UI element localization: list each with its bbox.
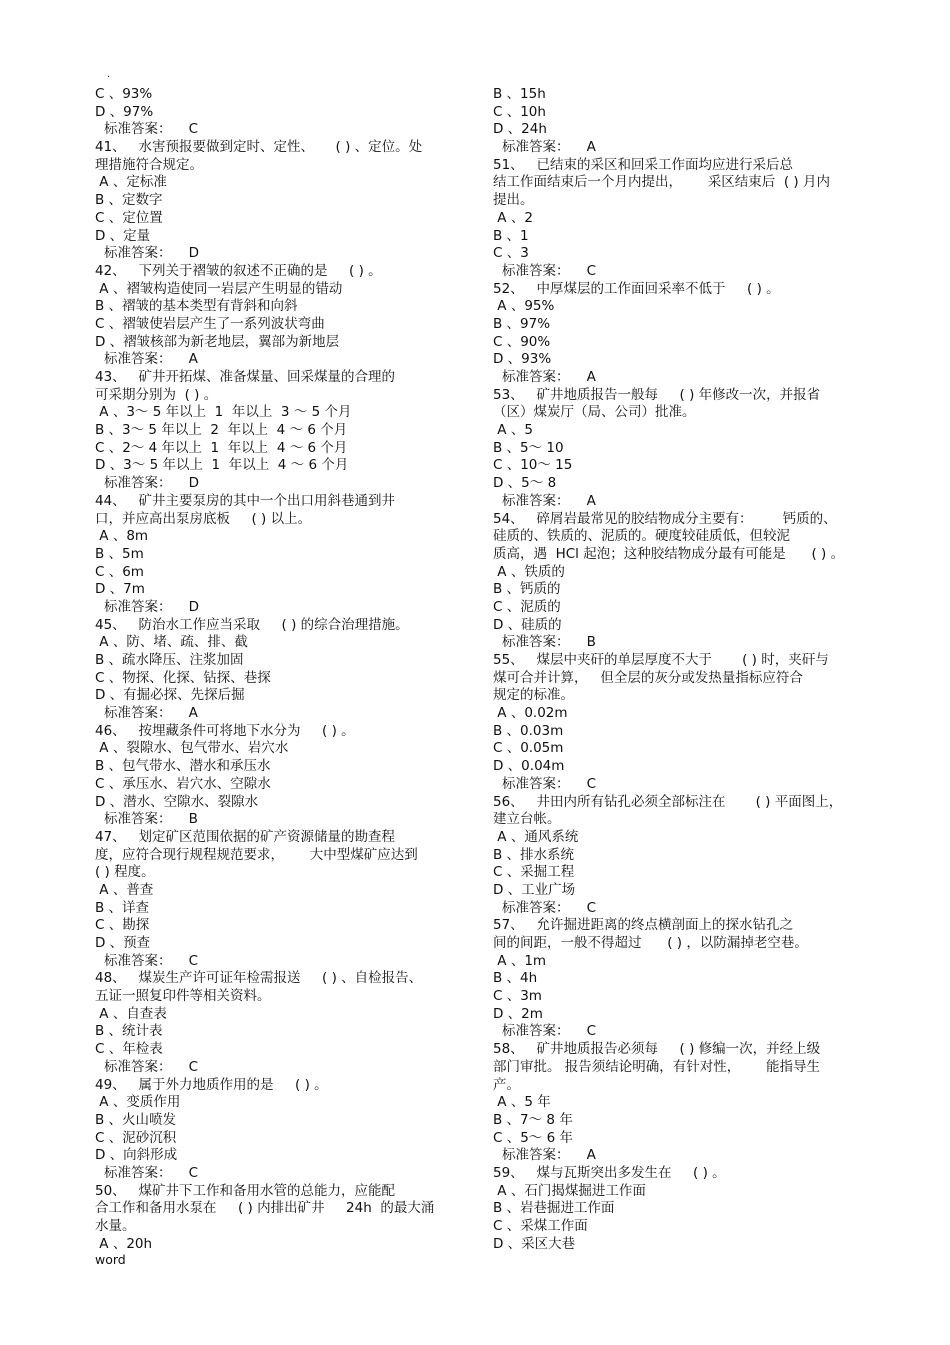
text-line: 59、 煤与瓦斯突出多发生在 ( ) 。 [493, 1164, 726, 1181]
text-line: D 、预查 [95, 935, 151, 951]
text-line: D 、潜水、空隙水、裂隙水 [95, 793, 259, 810]
answer-line: 标准答案： C [104, 952, 199, 969]
text-line: 44、 矿井主要泵房的其中一个出口用斜巷通到井 [95, 492, 396, 509]
text-line: A 、1m [493, 952, 547, 969]
text-line: 48、 煤炭生产许可证年检需报送 ( ) 、自检报告、 [95, 970, 423, 987]
text-line: D 、采区大巷 [493, 1235, 576, 1252]
text-line: C 、10h [493, 103, 546, 120]
text-line: B 、5m [95, 545, 144, 562]
answer-line: 标准答案： C [502, 262, 597, 279]
text-line: 52、 中厚煤层的工作面回采率不低于 ( ) 。 [493, 280, 780, 297]
text-line: C 、93% [95, 86, 153, 102]
text-line: 可采期分别为 ( ) 。 [95, 386, 218, 403]
text-line: D 、3～ 5 年以上 1 年以上 4 ～ 6 个月 [95, 457, 349, 474]
answer-line: 标准答案： C [104, 1164, 199, 1181]
text-line: D 、24h [493, 121, 547, 138]
top-mark: . [107, 69, 111, 80]
text-line: 部门审批。 报告须结论明确，有针对性， 能指导生 [493, 1058, 821, 1075]
text-line: D 、硅质的 [493, 616, 562, 633]
text-line: B 、统计表 [95, 1023, 163, 1040]
answer-line: 标准答案： C [104, 121, 199, 138]
answer-line: 标准答案： A [104, 705, 198, 722]
text-line: 五证一照复印件等相关资料。 [95, 988, 271, 1005]
text-line: 煤可合并计算， 但全层的灰分或发热量指标应符合 [493, 669, 803, 686]
text-line: D 、0.04m [493, 758, 565, 775]
answer-line: 标准答案： A [104, 351, 198, 368]
text-line: 水量。 [95, 1218, 136, 1234]
text-line: B 、4h [493, 970, 538, 987]
text-line: C 、采煤工作面 [493, 1218, 588, 1234]
answer-line: 标准答案： D [104, 598, 200, 615]
answer-line: 标准答案： A [502, 492, 596, 509]
text-line: D 、工业广场 [493, 881, 576, 898]
text-line: 质高，遇 HCl 起泡；这种胶结物成分最有可能是 ( ) 。 [493, 545, 845, 562]
text-line: A 、20h [95, 1235, 153, 1252]
text-line: 57、 允许掘进距离的终点横剖面上的探水钻孔之 [493, 917, 794, 934]
text-line: A 、5 年 [493, 1094, 551, 1111]
text-line: A 、石门揭煤掘进工作面 [493, 1182, 646, 1199]
text-line: 规定的标准。 [493, 687, 574, 704]
text-line: D 、97% [95, 103, 154, 120]
text-line: B 、岩巷掘进工作面 [493, 1200, 615, 1217]
page-footer: word [95, 1252, 126, 1267]
text-line: 合工作和备用水泵在 ( ) 内排出矿井 24h 的最大涌 [95, 1200, 435, 1217]
text-line: C 、承压水、岩穴水、空隙水 [95, 775, 271, 792]
text-line: 47、 划定矿区范围依据的矿产资源储量的勘查程 [95, 828, 396, 845]
text-line: A 、防、堵、疏、排、截 [95, 634, 248, 651]
text-line: B 、3～ 5 年以上 2 年以上 4 ～ 6 个月 [95, 422, 348, 439]
text-line: A 、8m [95, 528, 149, 545]
text-line: 45、 防治水工作应当采取 ( ) 的综合治理措施。 [95, 616, 409, 633]
text-line: B 、定数字 [95, 192, 163, 209]
text-line: 55、 煤层中夹矸的单层厚度不大于 ( ) 时，夹矸与 [493, 652, 829, 668]
text-line: C 、采掘工程 [493, 864, 575, 881]
text-line: A 、自查表 [95, 1005, 167, 1022]
text-line: C 、6m [95, 563, 144, 580]
text-line: A 、5 [493, 422, 533, 439]
text-line: 54、 碎屑岩最常见的胶结物成分主要有： 钙质的、 [493, 510, 837, 527]
answer-line: 标准答案： B [502, 634, 596, 651]
text-line: A 、裂隙水、包气带水、岩穴水 [95, 740, 289, 757]
text-line: B 、0.03m [493, 722, 564, 739]
answer-line: 标准答案： C [502, 1023, 597, 1040]
text-line: B 、疏水降压、注浆加固 [95, 652, 244, 668]
text-line: A 、0.02m [493, 705, 568, 722]
text-line: 产。 [493, 1076, 520, 1093]
text-line: D 、5～ 8 [493, 475, 557, 492]
text-line: D 、有掘必探、先探后掘 [95, 687, 245, 704]
text-line: A 、95% [493, 298, 555, 315]
text-line: 56、 井田内所有钻孔必须全部标注在 ( ) 平面图上， [493, 793, 843, 810]
answer-line: 标准答案： A [502, 369, 596, 385]
text-line: 50、 煤矿井下工作和备用水管的总能力，应能配 [95, 1182, 396, 1199]
text-line: D 、7m [95, 581, 145, 598]
text-line: 46、 按埋藏条件可将地下水分为 ( ) 。 [95, 722, 355, 739]
text-line: B 、排水系统 [493, 846, 575, 863]
text-line: B 、15h [493, 86, 546, 102]
answer-line: 标准答案： B [104, 811, 198, 828]
text-line: D 、93% [493, 351, 552, 368]
text-line: 42、 下列关于褶皱的叙述不正确的是 ( ) 。 [95, 262, 382, 279]
text-line: D 、定量 [95, 227, 151, 244]
text-line: B 、7～ 8 年 [493, 1111, 573, 1128]
text-line: B 、火山喷发 [95, 1111, 177, 1128]
text-line: A 、2 [493, 209, 533, 226]
text-line: B 、褶皱的基本类型有背斜和向斜 [95, 298, 298, 315]
text-line: 43、 矿井开拓煤、准备煤量、回采煤量的合理的 [95, 369, 396, 385]
answer-line: 标准答案： A [502, 1147, 596, 1164]
text-line: C 、褶皱使岩层产生了一系列波状弯曲 [95, 315, 325, 332]
text-line: B 、钙质的 [493, 581, 561, 598]
text-line: 建立台帐。 [493, 811, 561, 828]
text-line: C 、物探、化探、钻探、巷探 [95, 669, 271, 686]
text-line: D 、向斜形成 [95, 1147, 178, 1164]
answer-line: 标准答案： D [104, 245, 200, 262]
text-line: 度，应符合现行规程规范要求， 大中型煤矿应达到 [95, 846, 418, 863]
right-column [493, 86, 873, 1253]
text-line: A 、铁质的 [493, 563, 565, 580]
text-line: C 、定位置 [95, 209, 163, 226]
text-line: D 、褶皱核部为新老地层，翼部为新地层 [95, 333, 340, 350]
text-line: C 、勘探 [95, 917, 150, 934]
text-line: A 、褶皱构造使同一岩层产生明显的错动 [95, 280, 343, 297]
text-line: C 、2～ 4 年以上 1 年以上 4 ～ 6 个月 [95, 439, 348, 456]
text-line: C 、3m [493, 988, 542, 1005]
text-line: 口，并应高出泵房底板 ( ) 以上。 [95, 510, 312, 527]
text-line: 49、 属于外力地质作用的是 ( ) 。 [95, 1076, 328, 1093]
text-line: B 、包气带水、潜水和承压水 [95, 758, 271, 775]
text-line: A 、通风系统 [493, 828, 579, 845]
text-line: C 、5～ 6 年 [493, 1129, 573, 1146]
text-line: C 、10～ 15 [493, 457, 573, 474]
text-line: 理措施符合规定。 [95, 156, 203, 173]
answer-line: 标准答案： C [104, 1058, 199, 1075]
text-line: C 、年检表 [95, 1041, 163, 1058]
text-line: 51、 已结束的采区和回采工作面均应进行采后总 [493, 156, 794, 173]
text-line: C 、0.05m [493, 740, 564, 757]
text-line: C 、泥质的 [493, 598, 561, 615]
text-line: B 、1 [493, 227, 529, 244]
text-line: C 、90% [493, 333, 551, 350]
text-line: 间的间距，一般不得超过 ( ) ，以防漏掉老空巷。 [493, 935, 808, 951]
text-line: B 、详查 [95, 899, 150, 916]
text-line: A 、变质作用 [95, 1094, 181, 1111]
text-line: 58、 矿井地质报告必须每 ( ) 修编一次，并经上级 [493, 1041, 821, 1058]
text-line: 提出。 [493, 192, 534, 209]
text-line: A 、3～ 5 年以上 1 年以上 3 ～ 5 个月 [95, 404, 352, 421]
text-line: B 、5～ 10 [493, 439, 564, 456]
text-line: 53、 矿井地质报告一般每 ( ) 年修改一次，并报省 [493, 386, 821, 403]
text-line: （区）煤炭厅（局、公司）批准。 [493, 404, 696, 421]
text-line: C 、3 [493, 245, 529, 262]
text-line: A 、定标准 [95, 174, 167, 191]
text-line: A 、普查 [95, 881, 154, 898]
text-line: 41、 水害预报要做到定时、定性、 ( ) 、定位。处 [95, 139, 423, 156]
answer-line: 标准答案： D [104, 475, 200, 492]
answer-line: 标准答案： C [502, 775, 597, 792]
text-line: D 、2m [493, 1005, 543, 1022]
text-line: 硅质的、铁质的、泥质的。硬度较硅质低，但较泥 [493, 528, 790, 545]
text-line: 结工作面结束后一个月内提出， 采区结束后 ( ) 月内 [493, 174, 830, 191]
text-line: C 、泥砂沉积 [95, 1129, 177, 1146]
text-line: B 、97% [493, 315, 551, 332]
left-column [95, 86, 475, 1253]
text-line: ( ) 程度。 [95, 864, 155, 881]
answer-line: 标准答案： A [502, 139, 596, 156]
answer-line: 标准答案： C [502, 899, 597, 916]
